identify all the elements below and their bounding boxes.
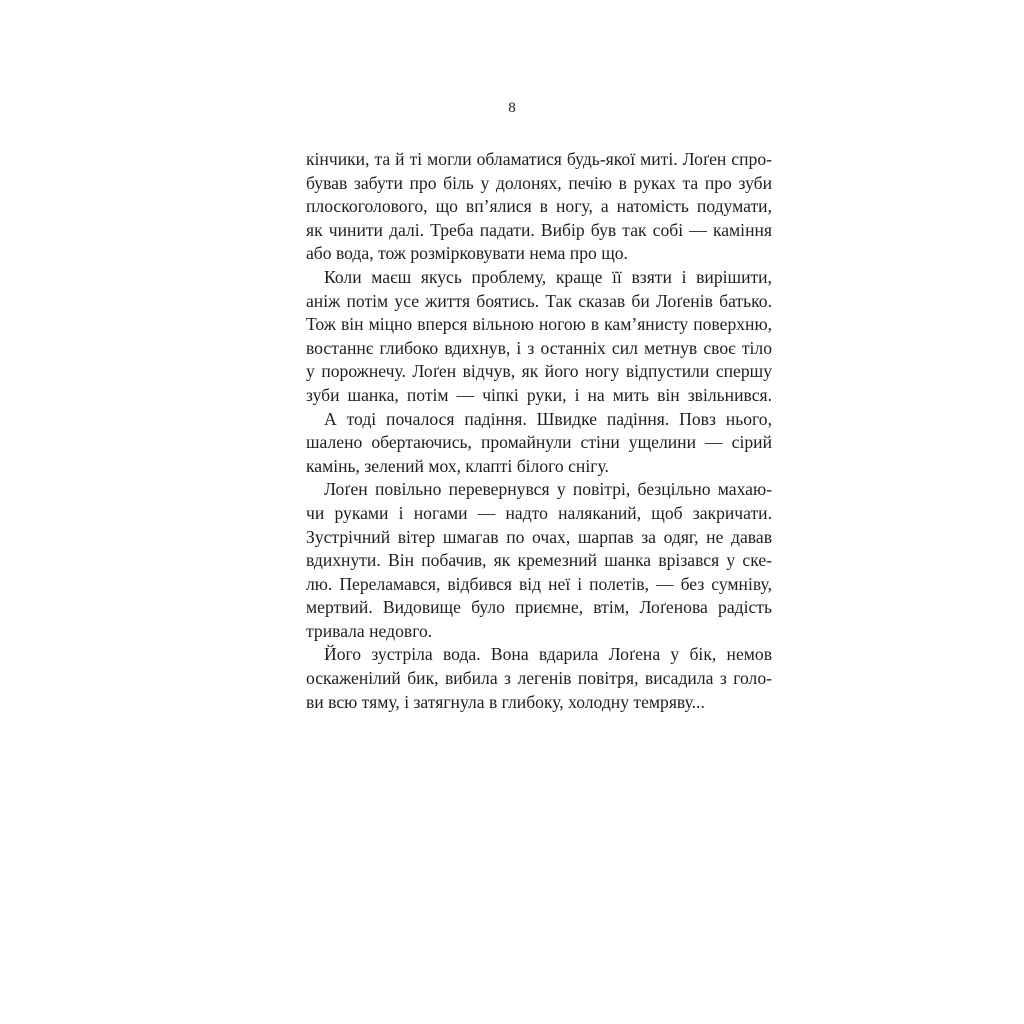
text-line: востаннє глибоко вдихнув, і з останніх сил метнув своє тіло	[306, 337, 772, 358]
paragraph	[306, 408, 772, 479]
body-text	[306, 148, 772, 714]
page-number: 8	[508, 100, 516, 116]
text-line: А тоді почалося падіння. Швидке падіння. Повз нього,	[324, 408, 772, 429]
text-line: шалено обертаючись, промайнули стіни ущелини — сірий	[306, 432, 772, 453]
text-line: плоскоголового, що вп’ялися в ногу, а натомість подумати,	[306, 196, 772, 217]
text-line: вдихнути. Він побачив, як кремезний шанка врізався у ске-	[306, 550, 772, 571]
text-line: у порожнечу. Лоґен відчув, як його ногу відпустили спершу	[306, 361, 772, 382]
text-line: аніж потім усе життя боятись. Так сказав би Лоґенів батько.	[306, 290, 772, 311]
paragraph	[306, 266, 772, 408]
text-line: камінь, зелений мох, клапті білого снігу.	[306, 455, 609, 476]
text-line: кінчики, та й ті могли обламатися будь-якої миті. Лоґен спро-	[306, 149, 772, 169]
text-line: чи руками і ногами — надто наляканий, щоб закричати.	[306, 502, 772, 523]
text-line: або вода, тож розмірковувати нема про що.	[306, 243, 628, 264]
paragraph	[306, 148, 772, 266]
text-line: ви всю тяму, і затягнула в глибоку, холодну темряву...	[306, 691, 705, 712]
text-line: Зустрічний вітер шмагав по очах, шарпав за одяг, не давав	[306, 526, 772, 547]
text-line: Лоґен повільно перевернувся у повітрі, безцільно махаю-	[324, 479, 772, 500]
text-line: лю. Переламався, відбився від неї і полетів, — без сумніву,	[306, 573, 772, 594]
text-line: Тож він міцно вперся вільною ногою в кам’янисту поверхню,	[306, 314, 772, 335]
text-line: бував забути про біль у долонях, печію в руках та про зуби	[306, 172, 772, 193]
text-line: тривала недовго.	[306, 620, 433, 641]
text-line: Коли маєш якусь проблему, краще її взяти і вирішити,	[324, 266, 772, 287]
text-line: зуби шанка, потім — чіпкі руки, і на мить він звільнився.	[306, 384, 772, 405]
text-line: оскаженілий бик, вибила з легенів повітря, висадила з голо-	[306, 668, 772, 689]
text-line: мертвий. Видовище було приємне, втім, Лоґенова радість	[306, 597, 772, 618]
text-line: Його зустріла вода. Вона вдарила Лоґена у бік, немов	[324, 644, 772, 665]
paragraph	[306, 643, 772, 714]
paragraph	[306, 478, 772, 643]
text-line: як чинити далі. Треба падати. Вибір був так собі — каміння	[306, 219, 772, 240]
